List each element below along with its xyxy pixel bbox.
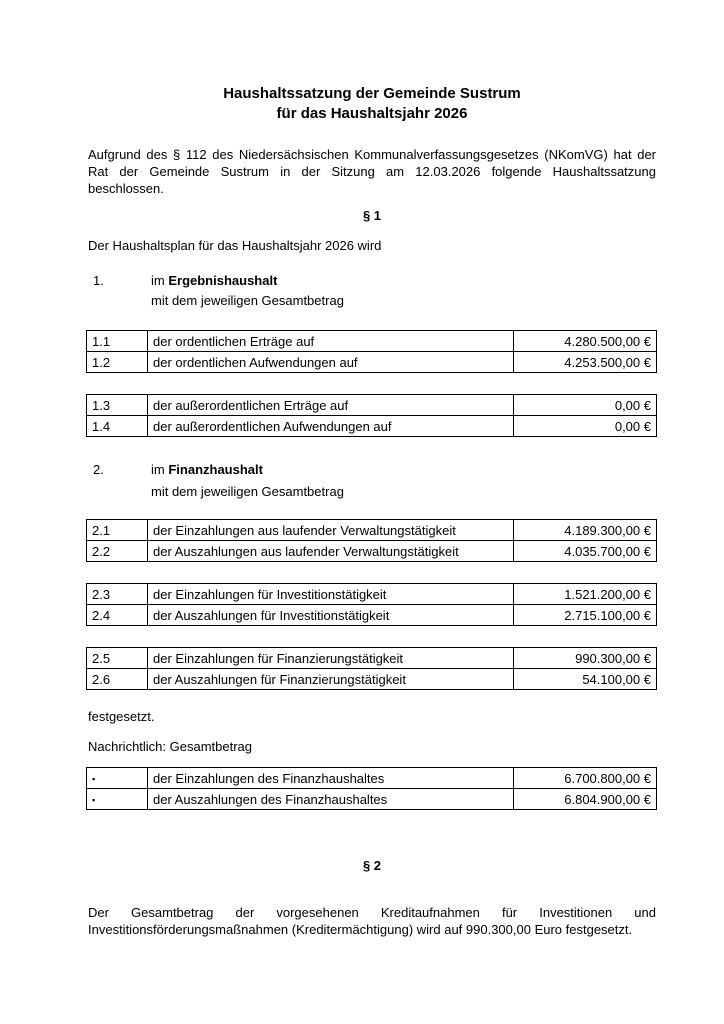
row-number: 2.4 (87, 605, 148, 626)
document-title-line1: Haushaltssatzung der Gemeinde Sustrum (223, 85, 521, 102)
table-row (87, 648, 657, 669)
ergebnis-table-ordentlich (86, 330, 657, 373)
row-text: der außerordentlichen Erträge auf (148, 395, 514, 416)
row-amount: 54.100,00 € (514, 669, 657, 690)
row-number: 2.5 (87, 648, 148, 669)
row-amount: 4.035.700,00 € (514, 541, 657, 562)
row-text: der Auszahlungen aus laufender Verwaltungstätigkeit (148, 541, 514, 562)
finanz-table-investition (86, 583, 657, 626)
table-row (87, 669, 657, 690)
part1-heading (151, 272, 277, 289)
ergebnis-table-ausserordentlich (86, 394, 657, 437)
row-text: der Auszahlungen des Finanzhaushaltes (148, 789, 514, 810)
part2-number: 2. (93, 462, 104, 477)
row-amount: 4.253.500,00 € (514, 352, 657, 373)
row-text: der Einzahlungen des Finanzhaushaltes (148, 768, 514, 789)
row-amount: 0,00 € (514, 395, 657, 416)
intro-paragraph: Aufgrund des § 112 des Niedersächsischen Kommunalverfassungsgesetzes (NKomVG) hat der Rat der Gemeinde Sustrum in der Sitzung am 12.03.2026 folgende Haushaltssatzung beschlossen. (88, 147, 656, 196)
row-number: 2.2 (87, 541, 148, 562)
part2-name: Finanzhaushalt (168, 462, 263, 477)
row-number: 1.2 (87, 352, 148, 373)
table-row (87, 541, 657, 562)
row-amount: 4.280.500,00 € (514, 331, 657, 352)
row-text: der Auszahlungen für Finanzierungstätigkeit (148, 669, 514, 690)
part1-prefix: im (151, 273, 169, 288)
part2-sub: mit dem jeweiligen Gesamtbetrag (151, 484, 344, 499)
row-text: der Einzahlungen für Investitionstätigkeit (148, 584, 514, 605)
table-row (87, 768, 657, 789)
row-amount: 1.521.200,00 € (514, 584, 657, 605)
table-row (87, 331, 657, 352)
row-text: der Auszahlungen für Investitionstätigkeit (148, 605, 514, 626)
table-row (87, 416, 657, 437)
note-table (86, 767, 657, 810)
row-number: 2.6 (87, 669, 148, 690)
part1-sub: mit dem jeweiligen Gesamtbetrag (151, 293, 344, 308)
section2-paragraph: Der Gesamtbetrag der vorgesehenen Kreditaufnahmen für Investitionen und Investitionsförderungsmaßnahmen (Kreditermächtigung) wird auf 990.300,00 Euro festgesetzt. (88, 905, 656, 937)
note-label: Nachrichtlich: Gesamtbetrag (88, 739, 253, 754)
part1-name: Ergebnishaushalt (168, 273, 278, 288)
row-amount: 6.700.800,00 € (514, 768, 657, 789)
row-number: 2.1 (87, 520, 148, 541)
section1-heading: § 1 (362, 208, 382, 223)
part2-prefix: im (151, 462, 169, 477)
row-text: der ordentlichen Erträge auf (148, 331, 514, 352)
part2-heading (151, 461, 263, 478)
row-text: der Einzahlungen aus laufender Verwaltungstätigkeit (148, 520, 514, 541)
table-row (87, 395, 657, 416)
row-number: 1.3 (87, 395, 148, 416)
row-amount: 4.189.300,00 € (514, 520, 657, 541)
section2-heading: § 2 (362, 858, 382, 873)
table-row (87, 352, 657, 373)
finanz-table-verwaltung (86, 519, 657, 562)
row-amount: 0,00 € (514, 416, 657, 437)
row-number: 2.3 (87, 584, 148, 605)
row-text: der ordentlichen Aufwendungen auf (148, 352, 514, 373)
row-amount: 2.715.100,00 € (514, 605, 657, 626)
table-row (87, 605, 657, 626)
row-amount: 6.804.900,00 € (514, 789, 657, 810)
table-row (87, 520, 657, 541)
closing-text: festgesetzt. (88, 709, 155, 724)
row-amount: 990.300,00 € (514, 648, 657, 669)
section1-lead: Der Haushaltsplan für das Haushaltsjahr 2026 wird (88, 238, 382, 253)
document-title-line2: für das Haushaltsjahr 2026 (276, 105, 468, 122)
row-text: der außerordentlichen Aufwendungen auf (148, 416, 514, 437)
bullet-icon: ▪ (87, 789, 148, 810)
table-row (87, 789, 657, 810)
bullet-icon: ▪ (87, 768, 148, 789)
part1-number: 1. (93, 273, 104, 288)
table-row (87, 584, 657, 605)
finanz-table-finanzierung (86, 647, 657, 690)
row-number: 1.1 (87, 331, 148, 352)
row-number: 1.4 (87, 416, 148, 437)
row-text: der Einzahlungen für Finanzierungstätigkeit (148, 648, 514, 669)
